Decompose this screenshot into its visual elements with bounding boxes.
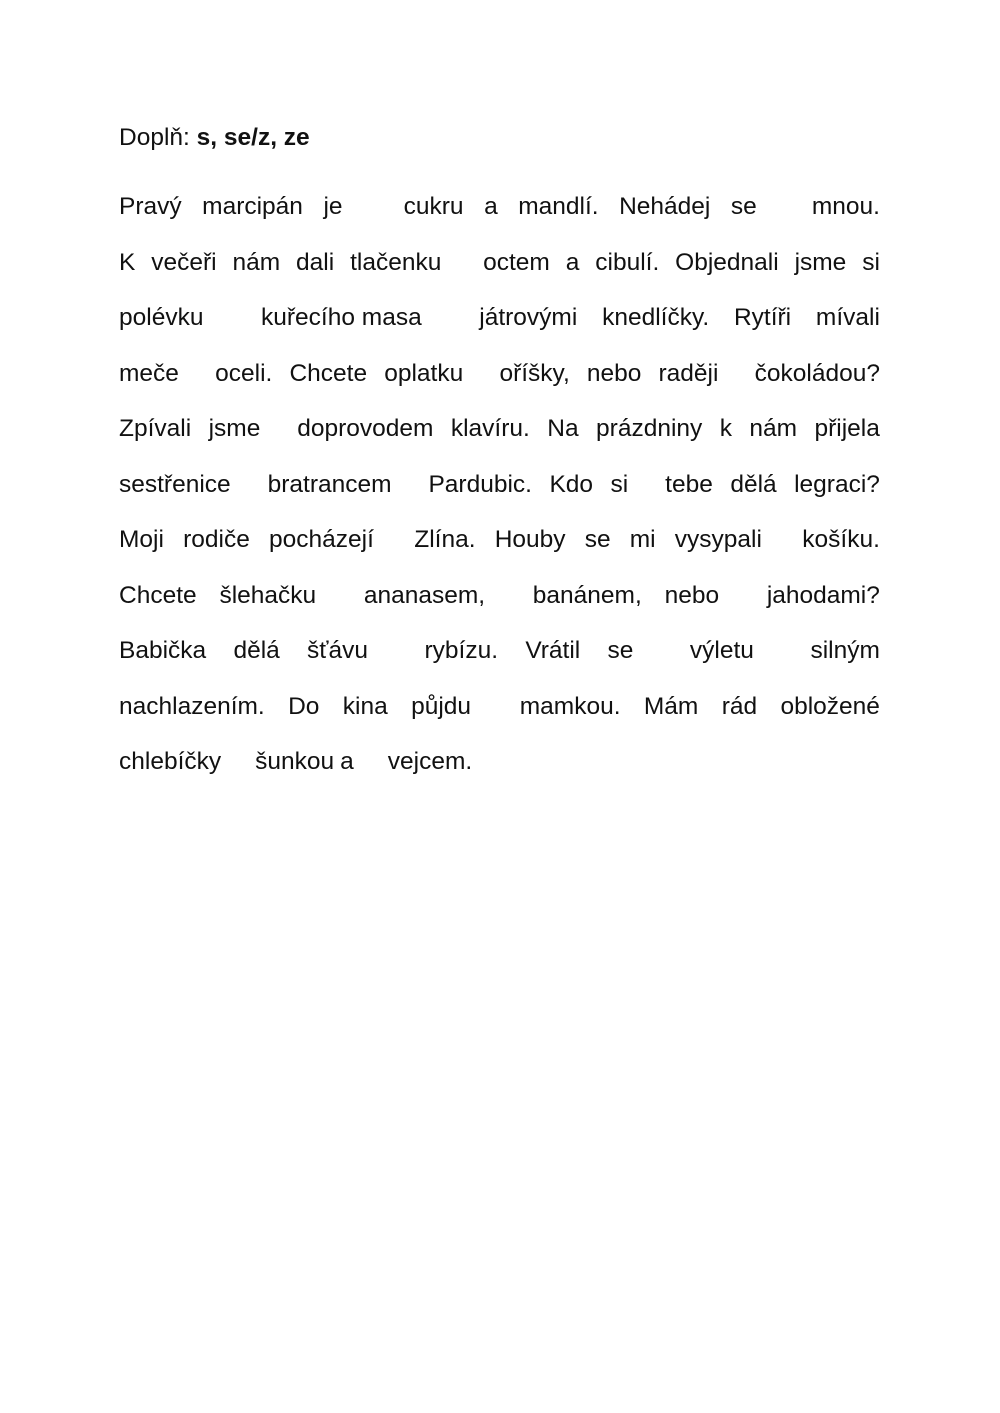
exercise-line-7 <box>119 521 880 577</box>
text-segment: Nehádej <box>619 193 711 220</box>
text-segment: kina <box>342 692 388 720</box>
text-segment: mamkou. <box>519 692 621 720</box>
text-segment: Chcete <box>289 359 368 387</box>
text-segment: oříšky, <box>499 359 570 387</box>
text-segment: půjdu <box>411 692 472 720</box>
text-segment: nachlazením. <box>119 692 265 720</box>
text-segment: Pravý <box>119 193 182 220</box>
exercise-line-9 <box>119 632 880 688</box>
text-segment: košíku. <box>802 526 880 553</box>
text-segment: mi <box>629 526 656 553</box>
text-segment: Pardubic. <box>428 470 532 498</box>
exercise-line-11 <box>119 743 880 799</box>
text-segment: bratrancem <box>267 470 392 498</box>
text-segment: vysypali <box>674 526 762 553</box>
text-segment: čokoládou? <box>754 359 880 387</box>
text-segment: sestřenice <box>119 470 231 498</box>
text-segment: Zlína. <box>414 526 476 553</box>
text-segment: Vrátil <box>525 637 581 664</box>
text-segment: šunkou <box>255 748 335 775</box>
text-segment: šlehačku <box>219 581 317 609</box>
text-segment: dělá <box>233 637 280 664</box>
text-segment: ananasem, <box>363 581 486 609</box>
text-segment: klavíru. <box>450 415 530 442</box>
text-segment: mnou. <box>811 193 880 220</box>
text-segment: a <box>484 193 498 220</box>
text-segment: dělá <box>730 470 777 498</box>
text-segment: polévku <box>119 304 204 331</box>
exercise-line-10 <box>119 688 880 744</box>
text-segment: Zpívali <box>119 415 192 442</box>
instruction-line <box>119 122 310 154</box>
exercise-line-6 <box>119 466 880 522</box>
text-segment: vejcem. <box>387 748 473 775</box>
text-segment: rodiče <box>183 526 250 553</box>
text-segment: legraci? <box>794 470 880 498</box>
text-segment: K <box>119 248 136 276</box>
text-segment: oceli. <box>215 359 273 387</box>
text-segment: výletu <box>689 637 754 664</box>
text-segment: se <box>730 193 757 220</box>
text-segment: rybízu. <box>424 637 499 664</box>
text-segment: je <box>323 193 343 220</box>
exercise-line-5 <box>119 410 880 466</box>
text-segment: se <box>607 637 634 664</box>
text-segment: Chcete <box>119 581 197 609</box>
text-segment: marcipán <box>202 193 303 220</box>
text-segment: banánem, <box>532 581 642 609</box>
exercise-line-1 <box>119 188 880 244</box>
text-segment: Mám <box>643 692 699 720</box>
text-segment: Kdo <box>549 470 594 498</box>
text-segment: raději <box>658 359 719 387</box>
text-segment: se <box>584 526 611 553</box>
text-segment: kuřecího masa <box>261 304 422 331</box>
text-segment: jsme <box>208 415 261 442</box>
exercise-line-8 <box>119 577 880 633</box>
text-segment: nebo <box>664 581 720 609</box>
text-segment: knedlíčky. <box>602 304 710 331</box>
text-segment: Do <box>288 692 320 720</box>
text-segment: Na <box>547 415 579 442</box>
exercise-line-3 <box>119 299 880 355</box>
text-segment: meče <box>119 359 179 387</box>
text-segment: rád <box>721 692 758 720</box>
text-segment: obložené <box>780 692 880 720</box>
text-segment: doprovodem <box>297 415 434 442</box>
text-segment: Babička <box>119 637 207 664</box>
text-segment: si <box>862 248 880 276</box>
text-segment: Rytíři <box>733 304 792 331</box>
instruction-prefix: Doplň: <box>119 124 197 151</box>
text-segment: pocházejí <box>269 526 374 553</box>
text-segment: tebe <box>665 470 713 498</box>
text-segment: silným <box>810 637 880 664</box>
text-segment: k <box>719 415 732 442</box>
text-segment: octem <box>483 248 550 276</box>
text-segment: Objednali <box>675 248 779 276</box>
text-segment: šťávu <box>307 637 368 664</box>
text-segment: dali <box>296 248 335 276</box>
text-segment: jahodami? <box>766 581 880 609</box>
text-segment: nám <box>232 248 281 276</box>
text-segment: tlačenku <box>350 248 442 276</box>
text-segment: večeři <box>151 248 217 276</box>
text-segment: chlebíčky <box>119 748 222 775</box>
text-segment: a <box>565 248 580 276</box>
text-segment: cibulí. <box>595 248 660 276</box>
text-segment: si <box>610 470 629 498</box>
text-segment: nebo <box>586 359 642 387</box>
text-segment: mandlí. <box>518 193 599 220</box>
text-segment: oplatku <box>384 359 464 387</box>
exercise-line-4 <box>119 355 880 411</box>
text-segment: prázdniny <box>596 415 703 442</box>
text-segment: játrovými <box>479 304 578 331</box>
text-segment: mívali <box>815 304 880 331</box>
text-segment: jsme <box>794 248 847 276</box>
text-segment: a <box>340 748 354 775</box>
answer-options: s, se/z, ze <box>196 124 310 151</box>
exercise-line-2 <box>119 244 880 300</box>
exercise-text <box>119 188 880 799</box>
text-segment: přijela <box>814 415 880 442</box>
text-segment: nám <box>749 415 798 442</box>
text-segment: Houby <box>494 526 566 553</box>
text-segment: cukru <box>403 193 464 220</box>
text-segment: Moji <box>119 526 164 553</box>
